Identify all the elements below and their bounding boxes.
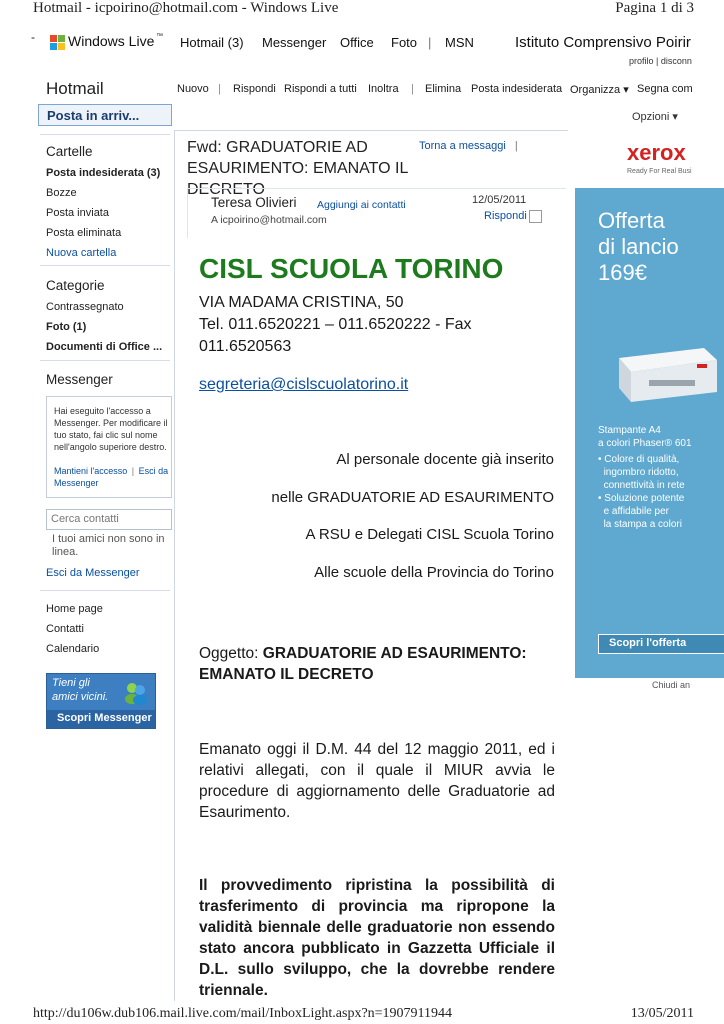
cmd-organize[interactable]: Organizza ▾ — [570, 84, 629, 96]
app-title: Hotmail — [46, 79, 104, 98]
recipient-line: A icpoirino@hotmail.com — [211, 214, 327, 226]
ad-price: 169€ — [598, 260, 647, 285]
calendar-link[interactable]: Calendario — [46, 643, 100, 655]
org-phone: Tel. 011.6520221 – 011.6520222 - Fax — [199, 316, 472, 333]
ad-bullet-1: • Colore di qualità, — [598, 454, 680, 465]
windows-flag-icon — [50, 35, 66, 51]
subject-text: GRADUATORIE AD ESAURIMENTO: EMANATO IL DECRETO — [199, 645, 527, 683]
current-folder[interactable] — [38, 104, 172, 126]
cmd-delete[interactable]: Elimina — [425, 83, 462, 95]
back-link-separator: | — [514, 140, 518, 152]
ad-close-link[interactable]: Chiudi an — [652, 680, 691, 690]
nav-foto[interactable]: Foto — [391, 35, 418, 50]
cmd-forward[interactable]: Inoltra — [368, 83, 399, 95]
sidebar-divider-3 — [40, 590, 170, 591]
add-contact-link[interactable]: Aggiungi ai contatti — [317, 199, 406, 211]
ad-tagline: Ready For Real Busi — [627, 168, 692, 175]
nav-office[interactable]: Office — [340, 35, 374, 50]
nav-separator: | — [428, 35, 432, 50]
categories-title: Categorie — [46, 278, 105, 293]
ad-product-line-1: Stampante A4 — [598, 425, 661, 436]
mail-subject-line — [199, 643, 559, 685]
home-page-link[interactable]: Home page — [46, 603, 103, 615]
ad-offer-line-1: Offerta — [598, 208, 665, 233]
messenger-link-separator: | — [131, 466, 135, 476]
cmd-sep-1: | — [218, 83, 221, 95]
reply-link[interactable]: Rispondi — [484, 210, 527, 222]
ad-bullet-2: ingombro ridotto, — [603, 467, 679, 478]
category-photos[interactable]: Foto (1) — [46, 321, 87, 333]
contact-search-field[interactable] — [46, 509, 172, 530]
messenger-title: Messenger — [46, 372, 113, 387]
folder-drafts[interactable]: Bozze — [46, 187, 77, 199]
sidebar-divider-1 — [40, 265, 170, 266]
print-footer-url: http://du106w.dub106.mail.live.com/mail/InboxLight.aspx?n=1907911944 — [33, 1006, 453, 1021]
recipient-3: A RSU e Delegati CISL Scuola Torino — [305, 526, 554, 543]
nav-msn[interactable]: MSN — [445, 35, 474, 50]
sidebar-divider-top — [40, 134, 170, 135]
stay-signed-in-link[interactable]: Mantieni l'accesso — [54, 466, 128, 476]
recipient-4: Alle scuole della Provincia do Torino — [314, 564, 554, 581]
org-fax: 011.6520563 — [199, 338, 292, 355]
nav-messenger[interactable]: Messenger — [262, 35, 327, 50]
message-date: 12/05/2011 — [472, 194, 527, 206]
dash-marker: - — [31, 30, 35, 44]
subject-label: Oggetto: — [199, 645, 263, 662]
message-subject: Fwd: GRADUATORIE AD ESAURIMENTO: EMANATO IL DECRETO — [187, 139, 408, 198]
promo-cta: Scopri Messenger — [57, 712, 152, 724]
nav-hotmail[interactable]: Hotmail (3) — [180, 35, 244, 50]
ad-banner[interactable] — [575, 130, 724, 678]
ad-product-line-2: a colori Phaser® 601 — [598, 438, 692, 449]
reply-options-box[interactable] — [529, 210, 542, 223]
no-friends-online: I tuoi amici non sono in linea. — [52, 533, 165, 558]
ad-bullets — [598, 453, 685, 531]
ad-cta-button[interactable] — [598, 634, 724, 654]
printer-image — [609, 330, 719, 410]
options-menu[interactable]: Opzioni ▾ — [632, 111, 678, 123]
category-office-docs[interactable]: Documenti di Office ... — [46, 341, 163, 353]
trademark: ™ — [156, 33, 163, 40]
contacts-link[interactable]: Contatti — [46, 623, 84, 635]
category-flagged[interactable]: Contrassegnato — [46, 301, 124, 313]
brand-label: Windows Live — [68, 33, 155, 49]
contact-search-placeholder: Cerca contatti — [51, 513, 119, 525]
ad-bullet-3: connettività in rete — [603, 480, 685, 491]
ad-bullet-4: • Soluzione potente — [598, 493, 685, 504]
ad-cta-label: Scopri l'offerta — [609, 637, 687, 649]
cmd-junk[interactable]: Posta indesiderata — [471, 83, 563, 95]
org-heading: CISL SCUOLA TORINO — [199, 253, 504, 284]
promo-line-2: amici vicini. — [52, 691, 109, 703]
ad-bullet-5: e affidabile per — [603, 506, 669, 517]
print-header-page: Pagina 1 di 3 — [615, 0, 694, 16]
sidebar-divider-2 — [40, 360, 170, 361]
messenger-buddies-icon — [123, 680, 149, 706]
folder-sent[interactable]: Posta inviata — [46, 207, 109, 219]
folders-title: Cartelle — [46, 144, 93, 159]
org-email-link[interactable]: segreteria@cislscuolatorino.it — [199, 376, 409, 393]
account-name[interactable]: Istituto Comprensivo Poirir — [515, 34, 691, 51]
messenger-promo-banner[interactable] — [46, 673, 156, 729]
recipient-1: Al personale docente già inserito — [336, 451, 554, 468]
promo-line-1: Tieni gli — [52, 677, 90, 689]
xerox-logo: xerox — [627, 140, 686, 165]
current-folder-label: Posta in arriv... — [47, 108, 140, 123]
recipient-2: nelle GRADUATORIE AD ESAURIMENTO — [271, 489, 554, 506]
account-links[interactable]: profilo | disconn — [629, 56, 692, 66]
body-paragraph-2: Il provvedimento ripristina la possibilità di trasferimento di provincia ma ripropone la validità biennale delle graduatorie non essendo stato ancora pubblicato in Gazzetta Ufficiale il D.L. sullo sviluppo, che la dovrebbe rendere triennale. — [199, 877, 555, 999]
cmd-sep-2: | — [411, 83, 414, 95]
sender-name[interactable]: Teresa Olivieri — [211, 195, 297, 210]
exit-messenger-link[interactable]: Esci da Messenger — [46, 567, 140, 579]
org-address: VIA MADAMA CRISTINA, 50 — [199, 294, 404, 311]
folder-junk[interactable]: Posta indesiderata (3) — [46, 167, 161, 179]
print-header-title: Hotmail - icpoirino@hotmail.com - Windows Live — [33, 0, 339, 16]
cmd-reply[interactable]: Rispondi — [233, 83, 276, 95]
cmd-mark[interactable]: Segna com — [637, 83, 693, 95]
messenger-status-box — [46, 396, 172, 498]
ad-offer-line-2: di lancio — [598, 234, 679, 259]
cmd-reply-all[interactable]: Rispondi a tutti — [284, 83, 357, 95]
new-folder-link[interactable]: Nuova cartella — [46, 247, 117, 259]
cmd-new[interactable]: Nuovo — [177, 83, 209, 95]
messenger-status-text: Hai eseguito l'accesso a Messenger. Per modificare il tuo stato, fai clic sul nome nell'angolo superiore destro. — [54, 406, 168, 452]
sign-out-messenger-link[interactable]: Esci da Messenger — [54, 466, 169, 488]
ad-bullet-6: la stampa a colori — [603, 519, 682, 530]
body-paragraph-1: Emanato oggi il D.M. 44 del 12 maggio 2011, ed i relativi allegati, con il quale il MIUR avvia le procedure di aggiornamento delle Graduatorie ad Esaurimento. — [199, 741, 555, 821]
print-footer-date: 13/05/2011 — [630, 1006, 694, 1021]
back-to-messages-link[interactable]: Torna a messaggi — [419, 140, 506, 152]
folder-deleted[interactable]: Posta eliminata — [46, 227, 122, 239]
